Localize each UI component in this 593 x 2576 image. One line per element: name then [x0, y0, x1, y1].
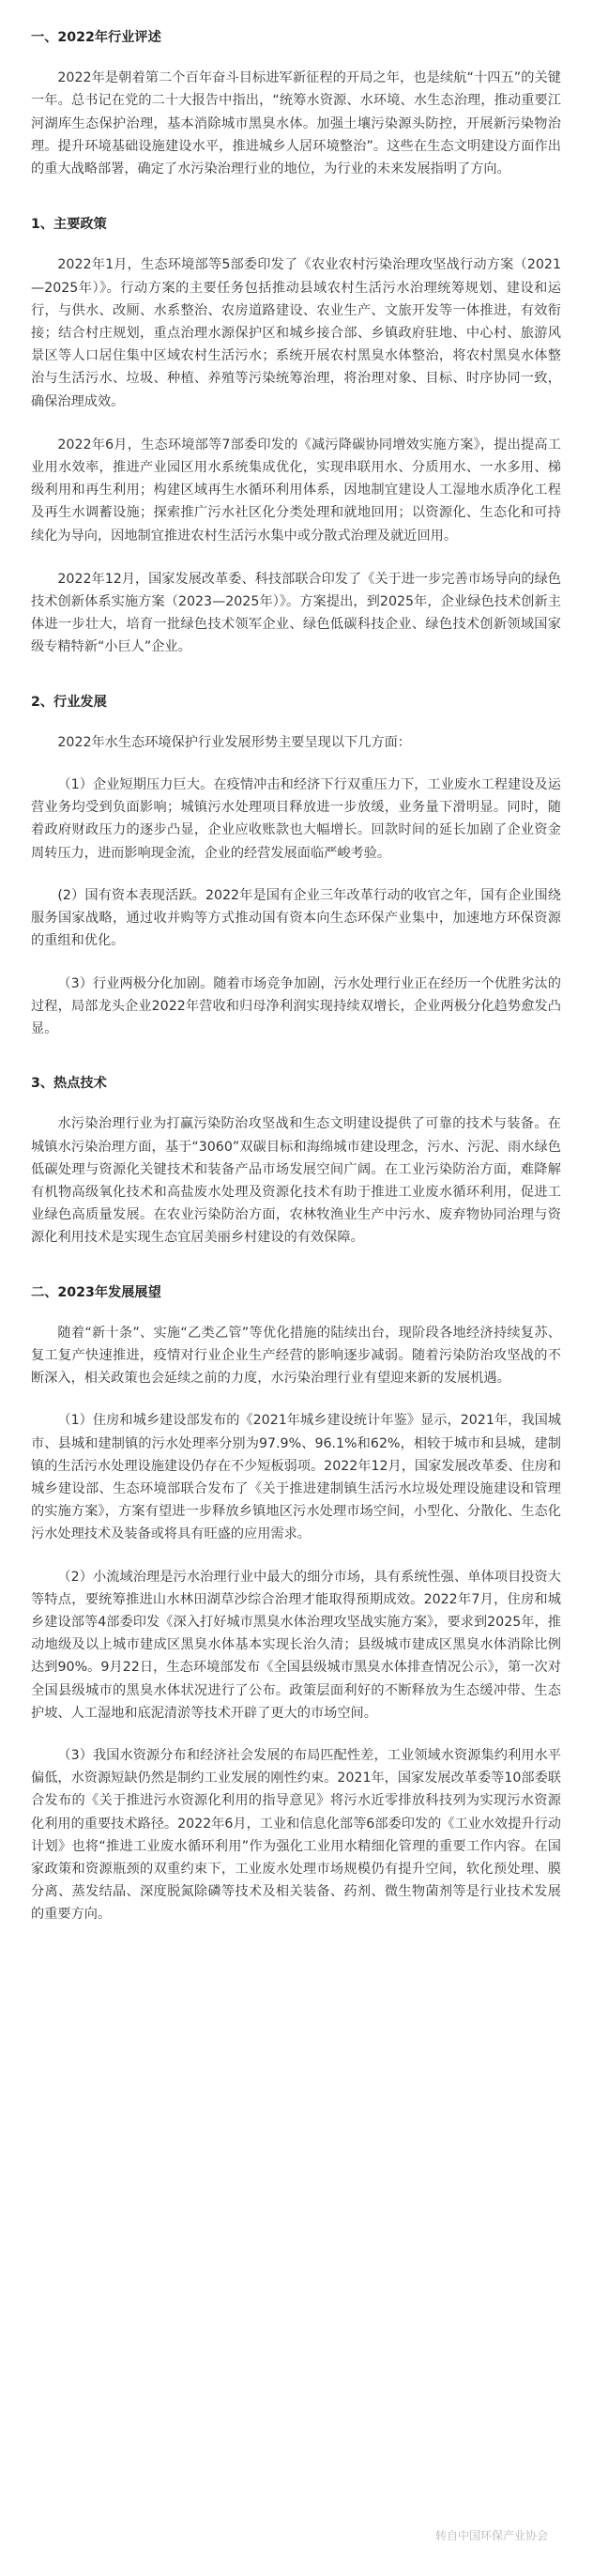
paragraph-outlook-intro: 随着“新十条”、实施“乙类乙管”等优化措施的陆续出台，现阶段各地经济持续复苏、复工复产快速推进，疫情对行业企业生产经营的影响逐步减弱。随着污染防治攻坚战的不断深入，相关政策也会延续之前的力度，水污染治理行业有望迎来新的发展机遇。 [31, 1325, 561, 1387]
source-footer: 转自中国环保产业协会 [434, 2529, 548, 2542]
section-heading-review-2022: 一、2022年行业评述 [31, 30, 161, 45]
section-heading-outlook-2023: 二、2023年发展展望 [31, 1284, 161, 1300]
section-heading-hot-technologies: 3、热点技术 [31, 1076, 107, 1092]
section-heading-industry-development: 2、行业发展 [31, 694, 107, 710]
paragraph-development-1: （1）企业短期压力巨大。在疫情冲击和经济下行双重压力下，工业废水工程建设及运营业务均受到负面影响；城镇污水处理项目释放进一步放缓，业务量下滑明显。同时，随着政府财政压力的逐步凸显，企业应收账款也大幅增长。回款时间的延长加剧了企业资金周转压力，进而影响现金流，企业的经营发展面临严峻考验。 [31, 777, 561, 861]
paragraph-development-intro: 2022年水生态环境保护行业发展形势主要呈现以下几方面： [57, 734, 411, 750]
paragraph-development-3: （3）行业两极分化加剧。随着市场竞争加剧，污水处理行业正在经历一个优胜劣汰的过程，局部龙头企业2022年营收和归母净利润实现持续双增长，企业两极分化趋势愈发凸显。 [31, 975, 561, 1036]
paragraph-hot-technologies: 水污染治理行业为打赢污染防治攻坚战和生态文明建设提供了可靠的技术与装备。在城镇水污染治理方面，基于“3060”双碳目标和海绵城市建设理念，污水、污泥、雨水绿色低碳处理与资源化关键技术和装备产品市场发展空间广阔。在工业污染防治方面，难降解有机物高级氧化技术和高盐废水处理及资源化技术有助于推进工业废水循环利用，促进工业绿色高质量发展。在农业污染防治方面，农林牧渔业生产中污水、废弃物协同治理与资源化利用技术是实现生态宜居美丽乡村建设的有效保障。 [31, 1116, 561, 1246]
paragraph-outlook-3: （3）我国水资源分布和经济社会发展的布局匹配性差，工业领域水资源集约利用水平偏低，水资源短缺仍然是制约工业发展的刚性约束。2021年，国家发展改革委等10部委联合发布的《关于推进污水资源化利用的指导意见》将污水近零排放科技列为实现污水资源化利用的重要技术路径。2022年6月，工业和信息化部等6部委印发的《工业水效提升行动计划》也将“推进工业废水循环利用”作为强化工业用水精细化管理的重要工作内容。在国家政策和资源瓶颈的双重约束下，工业废水处理市场规模仍有提升空间，软化预处理、膜分离、蒸发结晶、深度脱氮除磷等技术及相关装备、药剂、微生物菌剂等是行业技术发展的重要方向。 [31, 1747, 561, 1923]
paragraph-outlook-1: （1）住房和城乡建设部发布的《2021年城乡建设统计年鉴》显示，2021年，我国城市、县城和建制镇的污水处理率分别为97.9%、96.1%和62%，相较于城市和县城，建制镇的生活污水处理设施建设仍存在不少短板弱项。2022年12月，国家发展改革委、住房和城乡建设部、生态环境部联合发布了《关于推进建制镇生活污水垃圾处理设施建设和管理的实施方案》，方案有望进一步释放乡镇地区污水处理市场空间，小型化、分散化、生态化污水处理技术及装备或将具有旺盛的应用需求。 [31, 1413, 561, 1542]
article [31, 26, 561, 1926]
paragraph-review-2022: 2022年是朝着第二个百年奋斗目标进军新征程的开局之年，也是续航“十四五”的关键一年。总书记在党的二十大报告中指出，“统筹水资源、水环境、水生态治理，推动重要江河湖库生态保护治理，基本消除城市黑臭水体。加强土壤污染源头防控，开展新污染物治理。提升环境基础设施建设水平，推进城乡人居环境整治”。这些在生态文明建设方面作出的重大战略部署，确定了水污染治理行业的地位，为行业的未来发展指明了方向。 [31, 70, 561, 177]
paragraph-policy-dec: 2022年12月，国家发展改革委、科技部联合印发了《关于进一步完善市场导向的绿色技术创新体系实施方案（2023—2025年）》。方案提出，到2025年，企业绿色技术创新主体进一步壮大，培育一批绿色技术领军企业、绿色低碳科技企业、绿色技术创新领域国家级专精特新“小巨人”企业。 [31, 571, 561, 655]
paragraph-outlook-2: （2）小流域治理是污水治理行业中最大的细分市场，具有系统性强、单体项目投资大等特点，要统筹推进山水林田湖草沙综合治理才能取得预期成效。2022年7月，住房和城乡建设部等4部委印发《深入打好城市黑臭水体治理攻坚战实施方案》，要求到2025年，推动地级及以上城市建成区黑臭水体基本实现长治久清；县级城市建成区黑臭水体消除比例达到90%。9月22日，生态环境部发布《全国县级城市黑臭水体排查情况公示》，第一次对全国县级城市的黑臭水体状况进行了公布。政策层面利好的不断释放为生态缓冲带、生态护坡、人工湿地和底泥清淤等技术开辟了更大的市场空间。 [31, 1569, 561, 1721]
paragraph-development-2: (2）国有资本表现活跃。2022年是国有企业三年改革行动的收官之年，国有企业围绕服务国家战略，通过收并购等方式推动国有资本向生态环保产业集中，加速地方环保资源的重组和优化。 [31, 887, 561, 949]
paragraph-policy-jun: 2022年6月，生态环境部等7部委印发的《减污降碳协同增效实施方案》，提出提高工业用水效率，推进产业园区用水系统集成优化，实现串联用水、分质用水、一水多用、梯级利用和再生利用；构建区域再生水循环利用体系，因地制宜建设人工湿地水质净化工程及再生水调蓄设施；探索推广污水社区化分类处理和就地回用；以资源化、生态化和可持续化为导向，因地制宜推进农村生活污水集中或分散式治理及就近回用。 [31, 437, 561, 544]
paragraph-policy-jan: 2022年1月，生态环境部等5部委印发了《农业农村污染治理攻坚战行动方案（2021—2025年）》。行动方案的主要任务包括推动县域农村生活污水治理统筹规划、建设和运行，与供水、改厕、水系整治、农房道路建设、农业生产、文旅开发等一体推进，有效衔接；结合村庄规划，重点治理水源保护区和城乡接合部、乡镇政府驻地、中心村、旅游风景区等人口居住集中区域农村生活污水；系统开展农村黑臭水体整治，将农村黑臭水体整治与生活污水、垃圾、种植、养殖等污染统筹治理，将治理对象、目标、时序协同一致，确保治理成效。 [31, 257, 561, 409]
section-heading-main-policies: 1、主要政策 [31, 217, 107, 233]
